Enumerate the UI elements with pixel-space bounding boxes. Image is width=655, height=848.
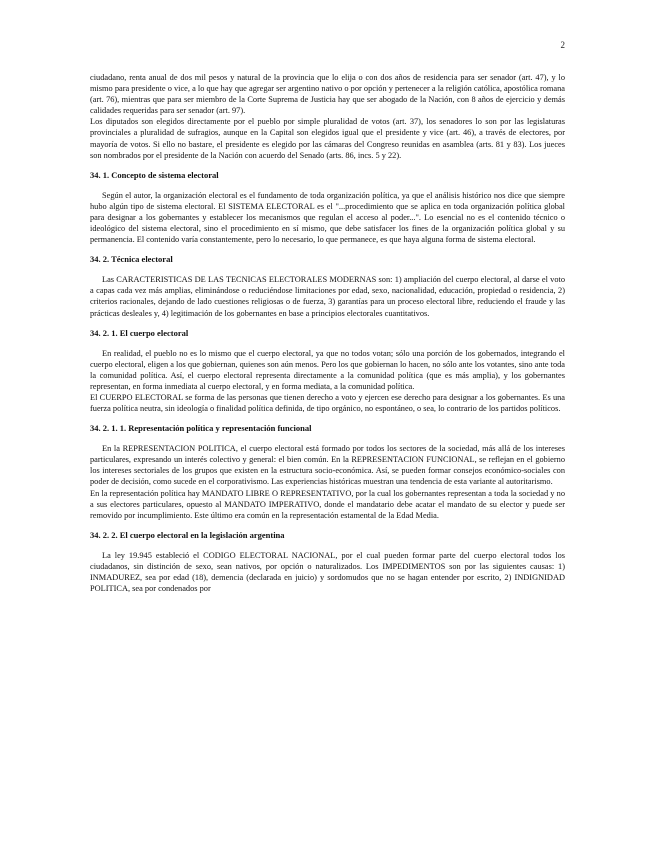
paragraph-top-2: Los diputados son elegidos directamente por el pueblo por simple pluralidad de votos (art. 37), los senadores lo son por las legislaturas provinciales a pluralidad de sufragios, aunque en la Capital son elegidos igual que el presidente y vice (art. 46), a través de electores, por mayoría de votos. Si ello no bastare, el presidente es elegido por las cámaras del Congreso reunidas en asamblea (arts. 81 y 83). Los jueces son nombrados por el presidente de la Nación con acuerdo del Senado (arts. 86, incs. 5 y 22). (90, 117, 565, 160)
section-paragraph: Según el autor, la organización electoral es el fundamento de toda organización política, ya que el análisis histórico nos dice que siempre hubo algún tipo de sistema electoral. El SISTEMA ELECTORAL es el "...procedimiento que se aplica en toda organización política global para designar a los gobernantes y establecer los mecanismos que regulan el acceso al poder...". Lo esencial no es el contenido técnico o ideológico del sistema electoral, sino el procedimiento en sí mismo, que debe satisfacer los fines de la organización política global y su permanencia. El contenido varía constantemente, pero lo necesario, lo que permanece, es que haya alguna forma de sistema electoral. (90, 190, 565, 245)
page-number: 2 (560, 40, 565, 50)
document-page (90, 42, 565, 594)
section-paragraph: Las CARACTERISTICAS DE LAS TECNICAS ELECTORALES MODERNAS son: 1) ampliación del cuerpo electoral, al darse el voto a capas cada vez más amplias, eliminándose o reduciéndose limitaciones por edad, sexo, nacionalidad, educación, propiedad o residencia, 2) criterios racionales, dejando de lado cuestiones religiosas o de fuerza, 3) garantías para un proceso electoral libre, reduciendo el fraude y las prácticas desleales y, 4) legitimación de los gobernantes en base a principios electorales cuantitativos. (90, 275, 565, 318)
section-heading-representacion: 34. 2. 1. 1. Representación política y representación funcional (90, 423, 312, 434)
section-paragraph: En la representación política hay MANDATO LIBRE O REPRESENTATIVO, por la cual los gobernantes representan a toda la sociedad y no a sus electores particulares, opuesto al MANDATO IMPERATIVO, donde el mandatario debe acatar el mandato de su elector y puede ser removido por incumplimiento. Este último era común en la representación estamental de la Edad Media. (90, 488, 565, 520)
section-paragraph: En la REPRESENTACION POLITICA, el cuerpo electoral está formado por todos los sectores de la sociedad, más allá de los intereses particulares, expresando un interés colectivo y general: el bien común. En la REPRESENTACION FUNCIONAL, se reflejan en el gobierno los intereses sectoriales de los grupos que existen en la estructura socio-económica. Así, se pueden formar consejos económico-sociales con poder de decisión, como sucede en el corporativismo. Las experiencias históricas muestran una tendencia de esta variante al autoritarismo. (90, 444, 565, 487)
section-heading-cuerpo-electoral: 34. 2. 1. El cuerpo electoral (90, 327, 189, 338)
section-paragraph: En realidad, el pueblo no es lo mismo que el cuerpo electoral, ya que no todos votan; sólo una porción de los gobernados, integrando el cuerpo electoral, eligen a los que gobiernan, quienes son aún menos. Pero los que gobiernan lo hacen, no sólo ante los votantes, sino ante toda la comunidad política. Así, el cuerpo electoral representa directamente a la comunidad política (que es más amplia), y los gobernantes representan, en forma inmediata al cuerpo electoral, y en forma mediata, a la comunidad política. (90, 348, 565, 391)
paragraph-top-1: ciudadano, renta anual de dos mil pesos y natural de la provincia que lo elija o con dos años de residencia para ser senador (art. 47), y lo mismo para presidente o vice, a lo que hay que agregar ser argentino nativo o por opción y pertenecer a la religión católica, apostólica romana (art. 76), mientras que para ser miembro de la Corte Suprema de Justicia hay que ser abogado de la Nación, con 8 años de ejercicio y demás calidades requeridas para ser senador (art. 97). (90, 73, 565, 116)
section-paragraph: El CUERPO ELECTORAL se forma de las personas que tienen derecho a voto y ejercen ese derecho para designar a los gobernantes. Es una fuerza política neutra, sin ideología o finalidad política definida, de tipo orgánico, no espontáneo, o sea, lo contrario de los partidos políticos. (90, 392, 565, 414)
section-paragraph: La ley 19.945 estableció el CODIGO ELECTORAL NACIONAL, por el cual pueden formar parte del cuerpo electoral todos los ciudadanos, sin distinción de sexo, sean nativos, por opción o naturalizados. Los IMPEDIMENTOS son por las siguientes causas: 1) INMADUREZ, sea por edad (18), demencia (declarada en juicio) y sordomudos que no se hagan entender por escrito, 2) INDIGNIDAD POLITICA, sea por condenados por (90, 550, 565, 594)
section-heading-tecnica: 34. 2. Técnica electoral (90, 254, 173, 265)
section-heading-legislacion: 34. 2. 2. El cuerpo electoral en la legislación argentina (90, 529, 285, 540)
section-heading-concepto: 34. 1. Concepto de sistema electoral (90, 169, 219, 180)
